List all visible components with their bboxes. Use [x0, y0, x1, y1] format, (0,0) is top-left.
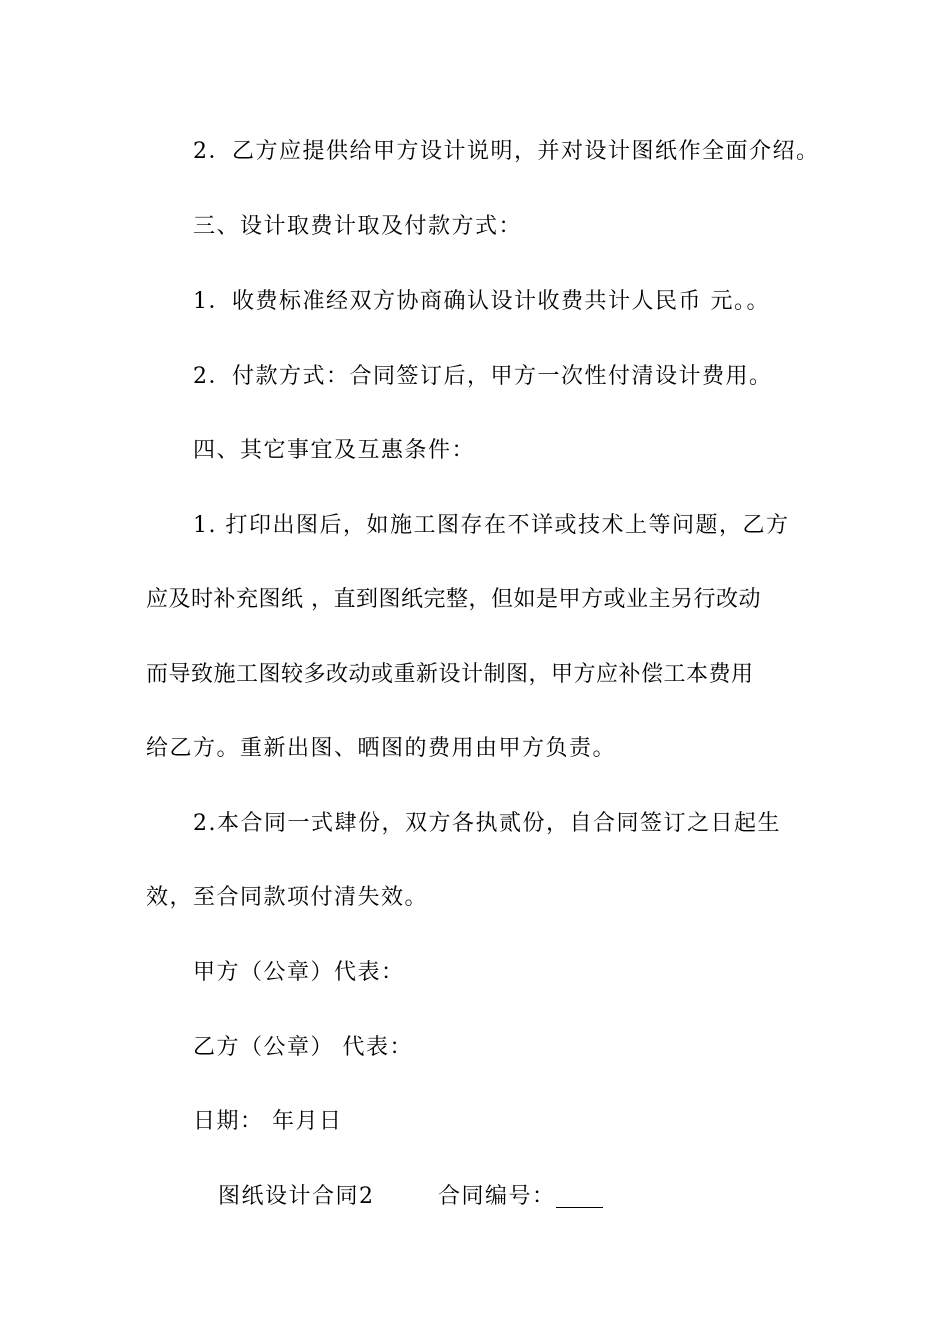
clause-2-design-explanation: 2．乙方应提供给甲方设计说明，并对设计图纸作全面介绍。	[193, 139, 820, 164]
clause-1-print-line-2: 应及时补充图纸 ，直到图纸完整，但如是甲方或业主另行改动	[146, 587, 761, 612]
clause-2-copies-line-1: 2.本合同一式肆份，双方各执贰份，自合同签订之日起生	[193, 811, 781, 836]
clause-1-print-line-1: 1. 打印出图后，如施工图存在不详或技术上等问题，乙方	[193, 513, 790, 538]
clause-1-print-line-4: 给乙方。重新出图、晒图的费用由甲方负责。	[146, 736, 617, 761]
clause-2-payment-method: 2．付款方式：合同签订后，甲方一次性付清设计费用。	[193, 364, 773, 389]
section-3-heading: 三、设计取费计取及付款方式：	[193, 214, 523, 239]
clause-2-copies-line-2: 效，至合同款项付清失效。	[146, 885, 429, 910]
clause-1-print-line-3: 而导致施工图较多改动或重新设计制图，甲方应补偿工本费用	[146, 662, 754, 687]
contract-number-blank	[556, 1206, 603, 1208]
section-4-heading: 四、其它事宜及互惠条件：	[193, 438, 476, 463]
contract-number-label: 合同编号：	[438, 1184, 556, 1209]
party-a-signature-line: 甲方（公章）代表：	[193, 960, 405, 985]
date-line: 日期： 年月日	[193, 1109, 343, 1134]
next-contract-title: 图纸设计合同2	[218, 1184, 375, 1209]
party-b-signature-line: 乙方（公章） 代表：	[193, 1035, 413, 1060]
clause-1-fee-standard: 1．收费标准经双方协商确认设计收费共计人民币 元。。	[193, 289, 770, 314]
